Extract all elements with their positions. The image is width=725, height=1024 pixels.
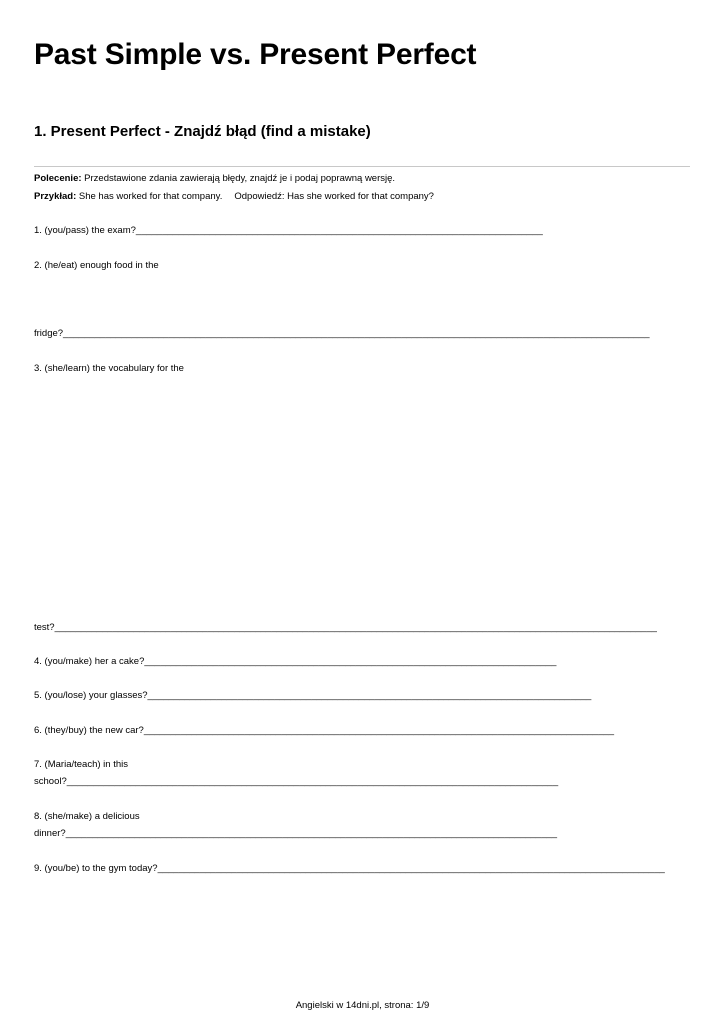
example-line: [34, 192, 434, 202]
exercise-8-line-1: 8. (she/make) a delicious: [34, 811, 140, 822]
exercise-7-line-2: school?_____________________________________________________________________________________________: [34, 776, 559, 787]
section-divider: [34, 166, 690, 167]
instruction-label: Polecenie:: [34, 173, 82, 184]
exercise-5-line-1: 5. (you/lose) your glasses?____________________________________________________________________________________: [34, 690, 592, 701]
exercise-4-line-1: 4. (you/make) her a cake?______________________________________________________________________________: [34, 656, 557, 667]
exercise-3-line-1: 3. (she/learn) the vocabulary for the: [34, 363, 184, 374]
instruction-text: Przedstawione zdania zawierają błędy, znajdź je i podaj poprawną wersję.: [84, 173, 396, 184]
exercise-7-line-1: 7. (Maria/teach) in this: [34, 759, 128, 770]
exercise-3-line-2: test?__________________________________________________________________________________________________________________: [34, 622, 657, 633]
page-title: Past Simple vs. Present Perfect: [34, 38, 477, 71]
exercise-6-line-1: 6. (they/buy) the new car?_________________________________________________________________________________________: [34, 725, 615, 736]
exercise-1-line-1: 1. (you/pass) the exam?_____________________________________________________________________________: [34, 225, 543, 236]
exercise-2-line-2: fridge?_______________________________________________________________________________________________________________: [34, 328, 650, 339]
section-title: 1. Present Perfect - Znajdź błąd (find a mistake): [34, 123, 371, 140]
exercise-8-line-2: dinner?_____________________________________________________________________________________________: [34, 828, 558, 839]
example-answer-label: Odpowiedź:: [234, 191, 285, 202]
page-footer: Angielski w 14dni.pl, strona: 1/9: [295, 1000, 430, 1011]
exercise-2-line-1: 2. (he/eat) enough food in the: [34, 260, 159, 271]
example-text: She has worked for that company.: [78, 191, 223, 202]
exercise-9-line-1: 9. (you/be) to the gym today?________________________________________________________________________________________________: [34, 863, 665, 874]
example-label: Przykład:: [34, 191, 77, 202]
instruction-line: [34, 174, 395, 184]
example-answer-text: Has she worked for that company?: [287, 191, 434, 202]
